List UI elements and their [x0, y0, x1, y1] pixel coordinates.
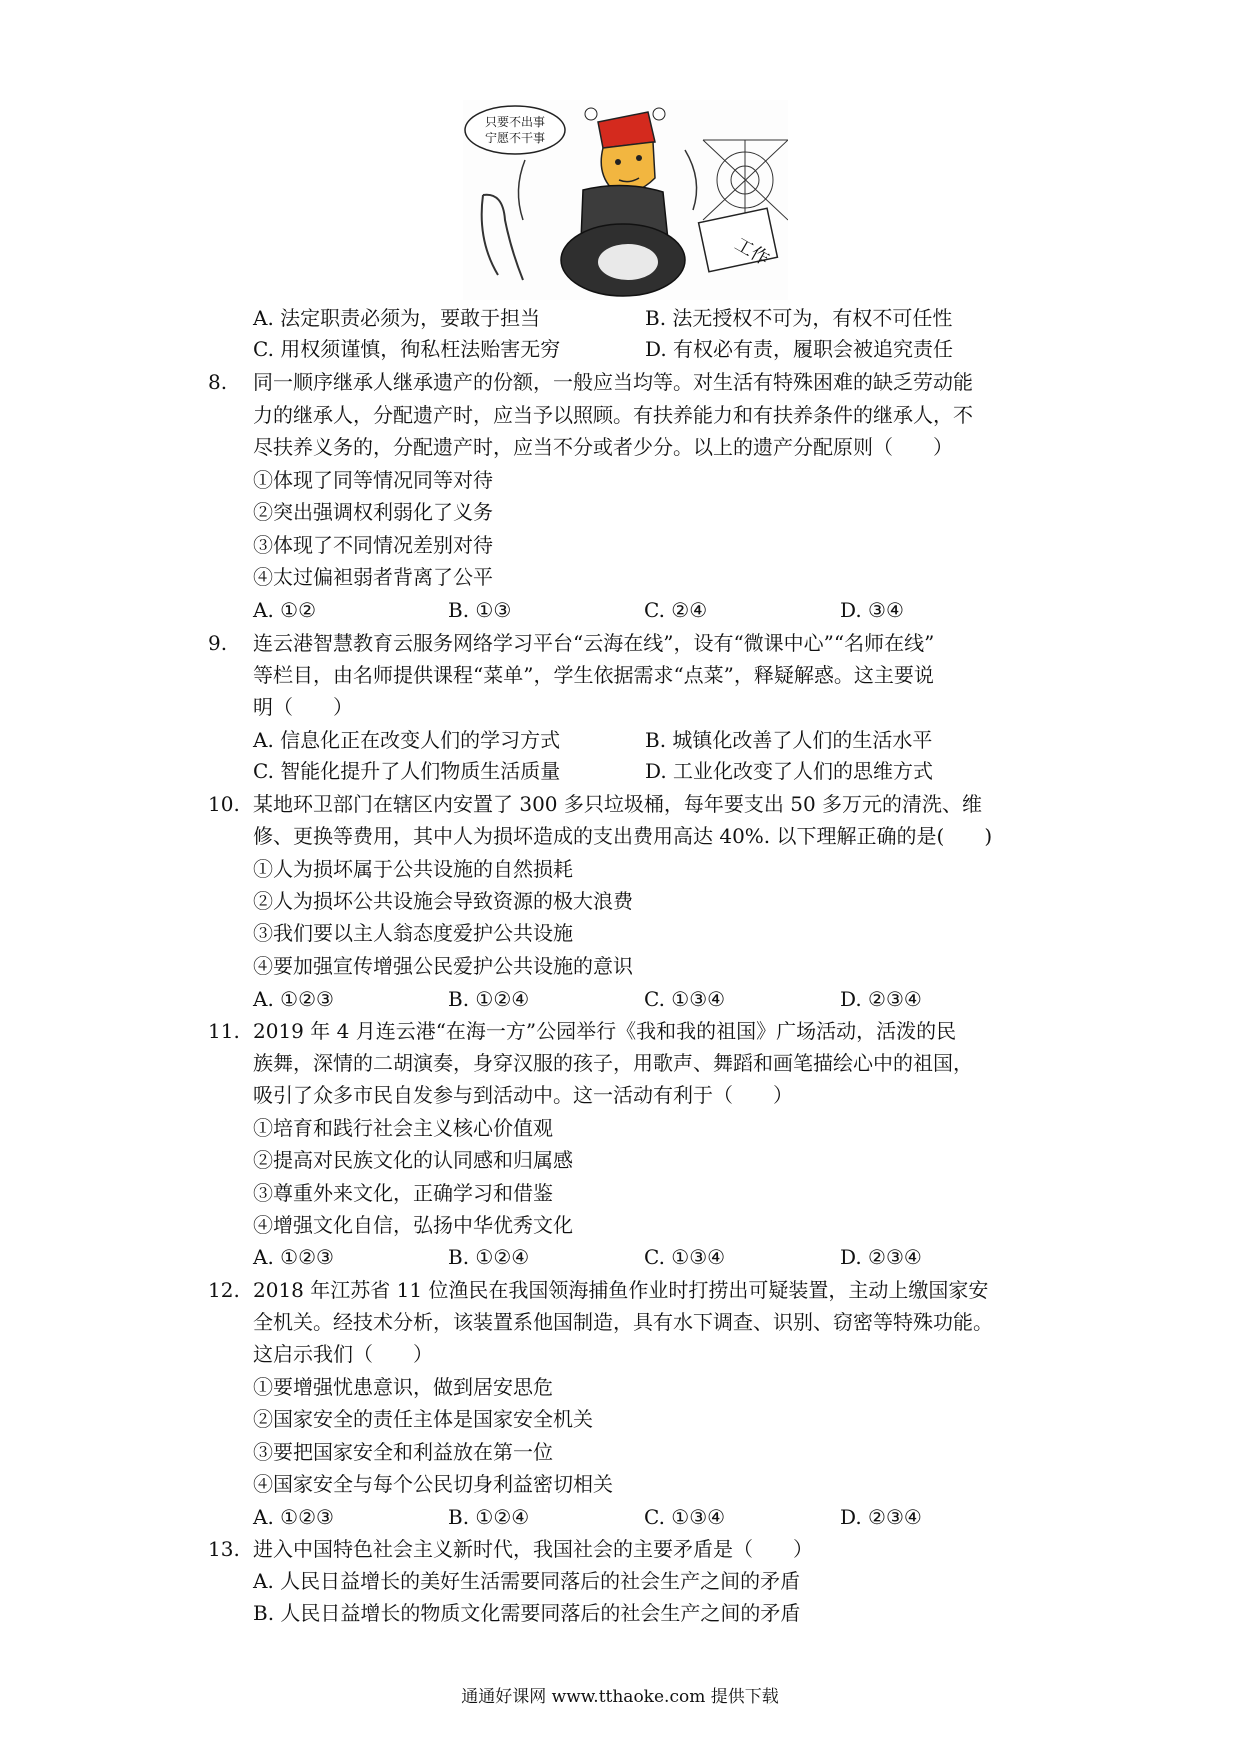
q8-number: 8. — [208, 370, 228, 394]
q9-option-b[interactable]: B. 城镇化改善了人们的生活水平 — [645, 728, 933, 752]
q8-item: ①体现了同等情况同等对待 — [253, 468, 493, 492]
speech-line-1: 只要不出事 — [484, 115, 546, 129]
q11-item: ③尊重外来文化，正确学习和借鉴 — [253, 1181, 553, 1205]
q11-option-a[interactable]: A. ①②③ — [253, 1245, 334, 1269]
q9-number: 9. — [208, 631, 228, 655]
q11-item: ④增强文化自信，弘扬中华优秀文化 — [253, 1213, 573, 1237]
q11-item: ②提高对民族文化的认同感和归属感 — [253, 1148, 573, 1172]
speech-bubble — [465, 106, 565, 154]
q11-option-c[interactable]: C. ①③④ — [644, 1245, 726, 1269]
page-footer: 通通好课网 www.tthaoke.com 提供下载 — [461, 1687, 779, 1707]
q10-stem-line: 修、更换等费用，其中人为损坏造成的支出费用高达 40%. 以下理解正确的是( ) — [253, 824, 993, 848]
q10-option-c[interactable]: C. ①③④ — [644, 987, 726, 1011]
q11-item: ①培育和践行社会主义核心价值观 — [253, 1116, 553, 1140]
q10-option-d[interactable]: D. ②③④ — [840, 987, 922, 1011]
q8-option-c[interactable]: C. ②④ — [644, 598, 708, 622]
q12-item: ③要把国家安全和利益放在第一位 — [253, 1440, 553, 1464]
q9-stem-line: 连云港智慧教育云服务网络学习平台“云海在线”，设有“微课中心”“名师在线” — [253, 631, 935, 655]
q8-item: ②突出强调权利弱化了义务 — [253, 500, 493, 524]
q7-option-d[interactable]: D. 有权必有责，履职会被追究责任 — [645, 337, 954, 361]
q10-item: ③我们要以主人翁态度爱护公共设施 — [253, 921, 573, 945]
q9-option-a[interactable]: A. 信息化正在改变人们的学习方式 — [253, 728, 561, 752]
q11-stem-line: 吸引了众多市民自发参与到活动中。这一活动有利于（ ） — [253, 1083, 793, 1107]
q7-option-b[interactable]: B. 法无授权不可为，有权不可任性 — [645, 306, 953, 330]
q12-number: 12. — [208, 1278, 240, 1302]
q13-number: 13. — [208, 1537, 240, 1561]
q12-option-d[interactable]: D. ②③④ — [840, 1505, 922, 1529]
q8-item: ④太过偏袒弱者背离了公平 — [253, 565, 493, 589]
q12-item: ②国家安全的责任主体是国家安全机关 — [253, 1407, 593, 1431]
q8-item: ③体现了不同情况差别对待 — [253, 533, 493, 557]
q8-option-a[interactable]: A. ①② — [253, 598, 317, 622]
q8-stem-line: 力的继承人，分配遗产时，应当予以照顾。有扶养能力和有扶养条件的继承人，不 — [253, 403, 973, 427]
cartoon-illustration — [463, 100, 788, 300]
q7-option-c[interactable]: C. 用权须谨慎，徇私枉法贻害无穷 — [253, 337, 561, 361]
q8-option-d[interactable]: D. ③④ — [840, 598, 904, 622]
q13-option-a[interactable]: A. 人民日益增长的美好生活需要同落后的社会生产之间的矛盾 — [253, 1569, 801, 1593]
q7-option-a[interactable]: A. 法定职责必须为，要敢于担当 — [253, 306, 541, 330]
q12-option-b[interactable]: B. ①②④ — [448, 1505, 530, 1529]
q13-option-b[interactable]: B. 人民日益增长的物质文化需要同落后的社会生产之间的矛盾 — [253, 1601, 801, 1625]
svg-text:工作: 工作 — [731, 233, 773, 270]
q8-stem-line: 同一顺序继承人继承遗产的份额，一般应当均等。对生活有特殊困难的缺乏劳动能 — [253, 370, 973, 394]
q10-item: ②人为损坏公共设施会导致资源的极大浪费 — [253, 889, 633, 913]
q12-item: ④国家安全与每个公民切身利益密切相关 — [253, 1472, 613, 1496]
q12-option-a[interactable]: A. ①②③ — [253, 1505, 334, 1529]
q11-option-d[interactable]: D. ②③④ — [840, 1245, 922, 1269]
q11-stem-line: 2019 年 4 月连云港“在海一方”公园举行《我和我的祖国》广场活动，活泼的民 — [253, 1019, 957, 1043]
q9-option-c[interactable]: C. 智能化提升了人们物质生活质量 — [253, 759, 561, 783]
q9-option-d[interactable]: D. 工业化改变了人们的思维方式 — [645, 759, 934, 783]
q11-stem-line: 族舞，深情的二胡演奏，身穿汉服的孩子，用歌声、舞蹈和画笔描绘心中的祖国， — [253, 1051, 973, 1075]
q8-stem-line: 尽扶养义务的，分配遗产时，应当不分或者少分。以上的遗产分配原则（ ） — [253, 435, 953, 459]
q10-item: ④要加强宣传增强公民爱护公共设施的意识 — [253, 954, 633, 978]
q12-item: ①要增强忧患意识，做到居安思危 — [253, 1375, 553, 1399]
q10-option-a[interactable]: A. ①②③ — [253, 987, 334, 1011]
q12-stem-line: 2018 年江苏省 11 位渔民在我国领海捕鱼作业时打捞出可疑装置，主动上缴国家安 — [253, 1278, 989, 1302]
q8-option-b[interactable]: B. ①③ — [448, 598, 512, 622]
q13-stem-line: 进入中国特色社会主义新时代，我国社会的主要矛盾是（ ） — [253, 1537, 813, 1561]
q12-stem-line: 这启示我们（ ） — [253, 1342, 433, 1366]
q12-stem-line: 全机关。经技术分析，该装置系他国制造，具有水下调查、识别、窃密等特殊功能。 — [253, 1310, 993, 1334]
q9-stem-line: 等栏目，由名师提供课程“菜单”，学生依据需求“点菜”，释疑解惑。这主要说 — [253, 663, 934, 687]
speech-line-2: 宁愿不干事 — [484, 131, 546, 145]
q10-option-b[interactable]: B. ①②④ — [448, 987, 530, 1011]
q10-stem-line: 某地环卫部门在辖区内安置了 300 多只垃圾桶，每年要支出 50 多万元的清洗、维 — [253, 792, 983, 816]
q11-number: 11. — [208, 1019, 240, 1043]
q10-item: ①人为损坏属于公共设施的自然损耗 — [253, 857, 573, 881]
q12-option-c[interactable]: C. ①③④ — [644, 1505, 726, 1529]
q10-number: 10. — [208, 792, 240, 816]
q9-stem-line: 明（ ） — [253, 695, 353, 719]
face — [601, 142, 655, 192]
q11-option-b[interactable]: B. ①②④ — [448, 1245, 530, 1269]
